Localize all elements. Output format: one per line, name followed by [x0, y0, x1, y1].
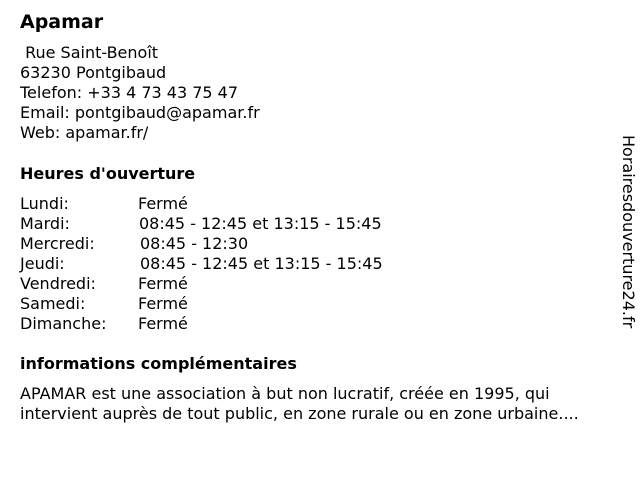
- hours-row-samedi: [20, 294, 440, 314]
- hours-row-lundi: [20, 194, 440, 214]
- business-name: Apamar: [20, 11, 104, 33]
- day-hours: 08:45 - 12:45 et 13:15 - 15:45: [139, 214, 382, 233]
- site-watermark: Horairesdouverture24.fr: [619, 135, 638, 329]
- day-hours: 08:45 - 12:30: [140, 234, 249, 253]
- day-label: Lundi:: [20, 194, 69, 213]
- day-label: Vendredi:: [20, 274, 96, 293]
- day-label: Mardi:: [20, 214, 70, 233]
- day-label: Mercredi:: [20, 234, 95, 253]
- day-hours: Fermé: [138, 194, 188, 213]
- address-city: 63230 Pontgibaud: [20, 63, 167, 82]
- contact-block: [20, 43, 260, 143]
- hours-row-mardi: [20, 214, 440, 234]
- phone-line: Telefon: +33 4 73 43 75 47: [20, 83, 239, 102]
- day-label: Dimanche:: [20, 314, 107, 333]
- email-line: Email: pontgibaud@apamar.fr: [20, 103, 260, 122]
- address-street: Rue Saint-Benoît: [20, 43, 159, 62]
- day-hours: Fermé: [138, 314, 188, 333]
- info-description: APAMAR est une association à but non lucratif, créée en 1995, qui intervient auprès de tout public, en zone rurale ou en zone urbaine....: [20, 384, 579, 423]
- day-label: Jeudi:: [20, 254, 65, 273]
- day-hours: 08:45 - 12:45 et 13:15 - 15:45: [140, 254, 383, 273]
- hours-row-dimanche: [20, 314, 440, 334]
- hours-row-jeudi: [20, 254, 440, 274]
- hours-row-vendredi: [20, 274, 440, 294]
- day-hours: Fermé: [138, 274, 188, 293]
- web-line: Web: apamar.fr/: [20, 123, 149, 142]
- hours-title: Heures d'ouverture: [20, 164, 196, 183]
- hours-row-mercredi: [20, 234, 440, 254]
- day-hours: Fermé: [138, 294, 188, 313]
- day-label: Samedi:: [20, 294, 86, 313]
- info-title: informations complémentaires: [20, 354, 297, 373]
- hours-table: [20, 194, 440, 334]
